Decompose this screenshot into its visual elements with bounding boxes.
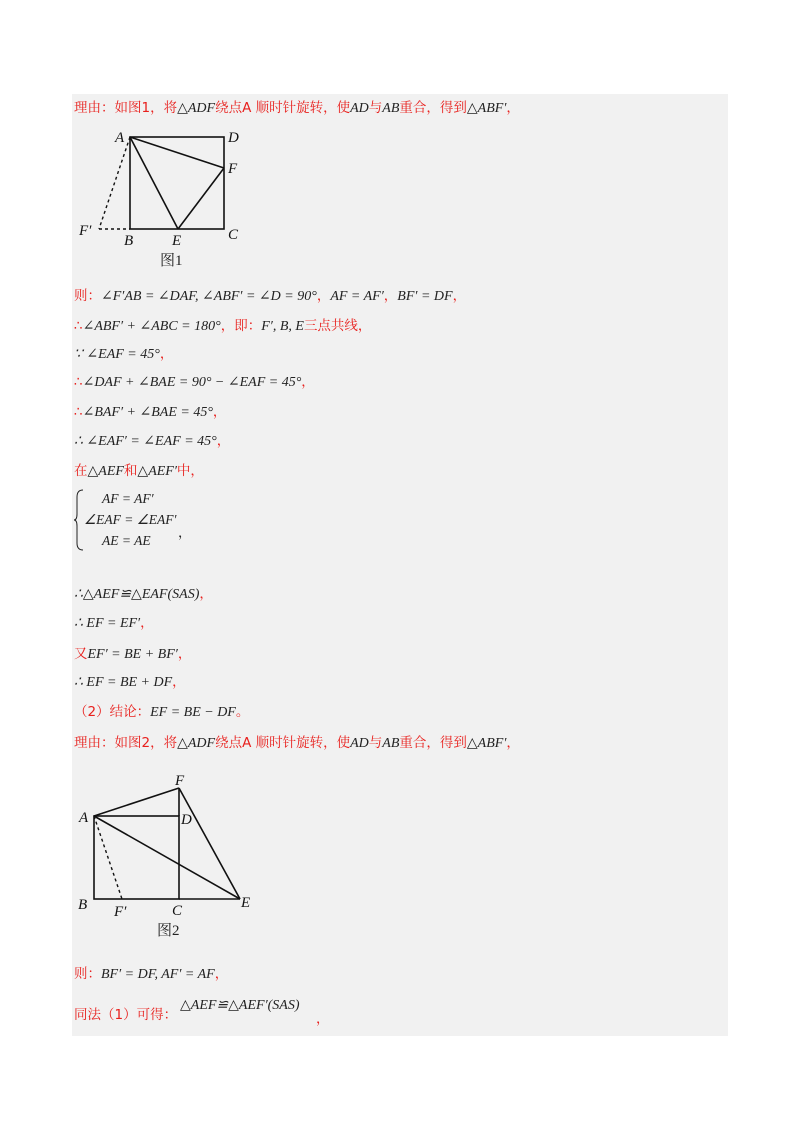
text: 理由：如图2，将 (74, 735, 178, 751)
reason-line-1 (74, 99, 520, 118)
label-f-prime: F′ (79, 223, 92, 239)
proof-line-6 (74, 403, 226, 422)
square-abcd (130, 137, 224, 229)
math: F′, B, E (261, 319, 304, 334)
text: ， (316, 1011, 330, 1027)
math: △ABF′ (466, 736, 507, 751)
math: ∴△AEF≌△EAF(SAS) (74, 587, 200, 602)
text: 则： (74, 288, 101, 304)
figure-2 (74, 770, 274, 920)
equation-system (74, 489, 204, 553)
text: 在 (74, 463, 88, 479)
math: AB (382, 736, 400, 751)
text: ， (301, 374, 315, 390)
proof-line-4 (74, 345, 173, 364)
math: △ADF (177, 736, 216, 751)
text: 和 (123, 463, 138, 479)
math: △AEF≌△AEF′(SAS) (180, 998, 300, 1013)
math: ∴ EF = BE + DF (74, 675, 173, 690)
proof-line-16 (74, 1006, 177, 1024)
equation-row-1: AF = AF′ (102, 491, 154, 506)
proof-line-12 (74, 673, 186, 692)
math: ∴ ∠EAF′ = ∠EAF = 45° (74, 434, 217, 449)
math: AF = AF′ (330, 289, 384, 304)
text: 与 (368, 100, 383, 116)
text: ， (140, 615, 154, 631)
label-b: B (124, 233, 134, 249)
text: ， (214, 966, 229, 982)
label-e: E (172, 233, 182, 249)
math: ∠DAF + ∠BAE = 90° − ∠EAF = 45° (82, 375, 302, 390)
text: ， (159, 346, 174, 362)
math: △ADF (177, 101, 216, 116)
text: 。 (235, 704, 250, 720)
text: ， (452, 288, 467, 304)
proof-line-3 (74, 317, 371, 336)
math: AD (350, 736, 369, 751)
figure-1 (78, 122, 258, 252)
text: ， (383, 288, 398, 304)
figure-2-caption: 图2 (157, 923, 180, 939)
math: BF′ = DF, AF′ = AF (101, 967, 215, 982)
text: ， (316, 288, 331, 304)
label-c: C (228, 227, 239, 243)
equation-row-3: AE = AE (102, 533, 151, 548)
label-f-prime: F′ (114, 904, 127, 920)
figure-1-caption: 图1 (160, 253, 183, 269)
proof-line-15 (74, 965, 228, 984)
dashed-af-prime (94, 816, 122, 899)
reason-line-2 (74, 734, 520, 753)
text: 重合，得到 (399, 100, 467, 116)
proof-line-16-comma (316, 1010, 330, 1028)
text: ， (506, 100, 520, 116)
proof-line-8 (74, 462, 204, 481)
text: ∴ (74, 374, 83, 390)
proof-line-10 (74, 614, 154, 633)
segment-af (94, 788, 179, 816)
math: ∴ EF = EF′ (74, 616, 141, 631)
proof-line-16-math (180, 996, 300, 1015)
proof-line-11 (74, 645, 191, 664)
proof-line-9 (74, 585, 213, 604)
text: 重合，得到 (399, 735, 467, 751)
text: ， (506, 735, 520, 751)
text: 中， (176, 463, 204, 479)
segment-ef (178, 168, 224, 229)
label-f: F (175, 773, 185, 789)
text: ∴ (74, 404, 83, 420)
label-e: E (241, 895, 251, 911)
math: ∠ABF′ + ∠ABC = 180° (82, 319, 221, 334)
label-a: A (115, 130, 125, 146)
text: ， (212, 404, 227, 420)
math: △ABF′ (466, 101, 507, 116)
text: 则： (74, 966, 101, 982)
math: EF′ = BE + BF′ (87, 647, 178, 662)
conclusion-line (74, 703, 249, 722)
proof-line-2 (74, 287, 466, 306)
math: AB (382, 101, 400, 116)
equation-row-2: ∠EAF = ∠EAF′ (84, 512, 177, 527)
text: 又 (74, 646, 88, 662)
text: 同法（1）可得： (74, 1007, 178, 1023)
math: ∵ ∠EAF = 45° (74, 347, 160, 362)
comma: ， (178, 525, 192, 540)
proof-line-7 (74, 432, 230, 451)
text: 三点共线， (303, 318, 372, 334)
math: ∠BAF′ + ∠BAE = 45° (82, 405, 213, 420)
text: ∴ (74, 318, 83, 334)
dashed-af-prime (99, 137, 130, 229)
text: 绕点A 顺时针旋转，使 (215, 100, 351, 116)
math: AD (350, 101, 369, 116)
text: 与 (368, 735, 383, 751)
math: △AEF′ (137, 464, 177, 479)
label-a: A (79, 810, 89, 826)
text: ， (177, 646, 192, 662)
proof-line-5 (74, 373, 315, 392)
text: ， (216, 433, 231, 449)
text: （2）结论： (74, 704, 151, 720)
label-d: D (181, 812, 192, 828)
text: ， (172, 674, 186, 690)
text: 理由：如图1，将 (74, 100, 178, 116)
text: 绕点A 顺时针旋转，使 (215, 735, 351, 751)
math: ∠F′AB = ∠DAF, ∠ABF′ = ∠D = 90° (101, 289, 317, 304)
math: BF′ = DF (397, 289, 453, 304)
label-d: D (228, 130, 239, 146)
text: ， (199, 586, 213, 602)
math: EF = BE − DF (150, 705, 236, 720)
label-b: B (78, 897, 88, 913)
math: △AEF (87, 464, 124, 479)
label-c: C (172, 903, 183, 919)
brace-icon (74, 489, 84, 551)
label-f: F (228, 161, 238, 177)
text: ，即： (220, 318, 262, 334)
